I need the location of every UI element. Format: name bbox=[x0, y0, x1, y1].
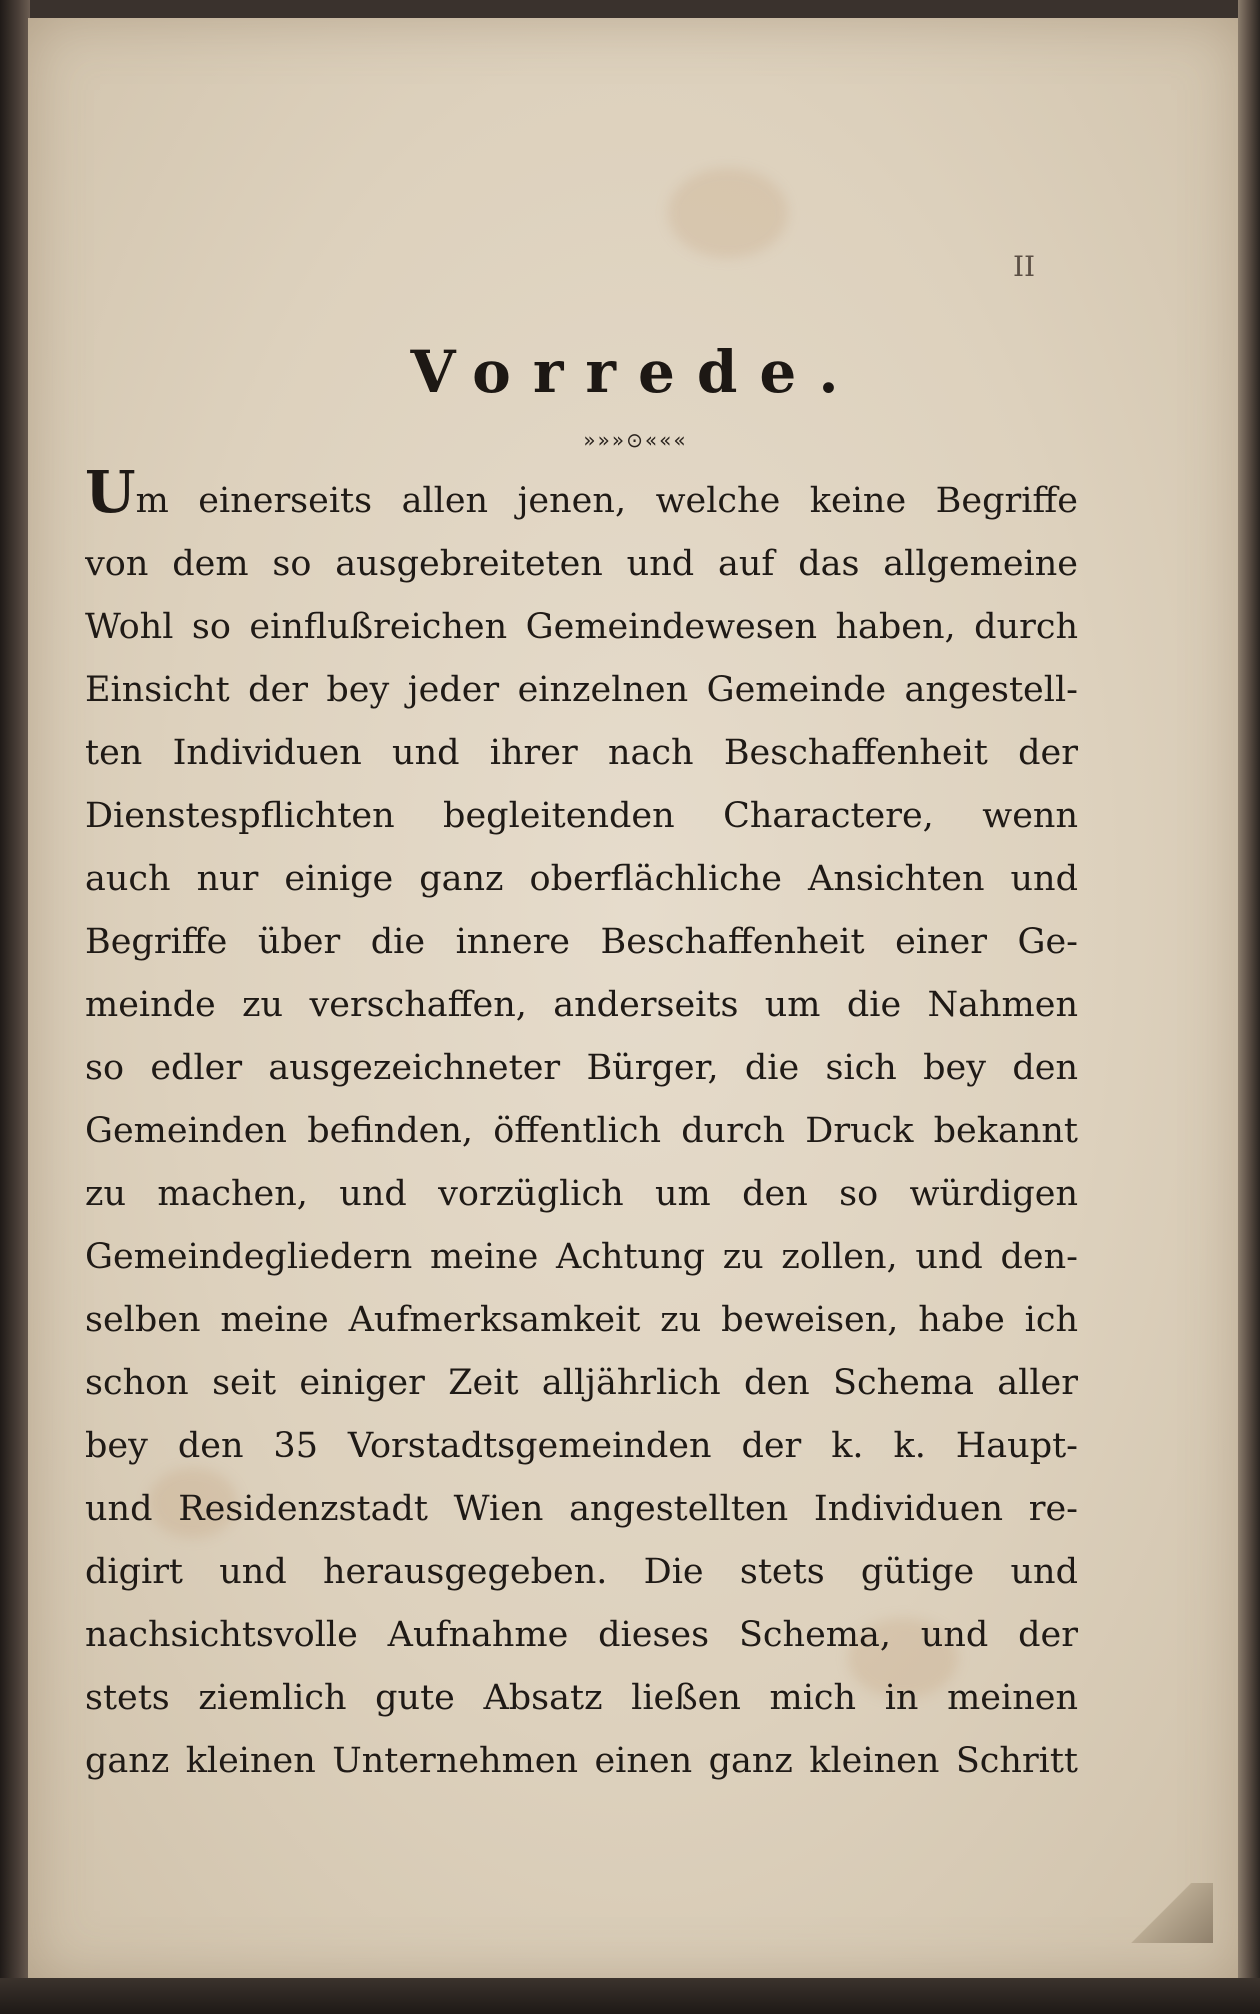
drop-cap: U bbox=[85, 470, 136, 526]
line-text: m einerseits allen jenen, welche keine Begriffe bbox=[135, 481, 1078, 521]
text-line bbox=[85, 470, 1078, 533]
preface-paragraph bbox=[85, 470, 1078, 1793]
text-line: und Residenzstadt Wien angestellten Individuen re- bbox=[85, 1489, 1078, 1529]
text-line: ten Individuen und ihrer nach Beschaffenheit der bbox=[85, 733, 1078, 773]
text-line: Einsicht der bey jeder einzelnen Gemeinde angestell- bbox=[85, 670, 1078, 710]
page-edge-bottom bbox=[0, 1978, 1260, 2014]
text-line: selben meine Aufmerksamkeit zu beweisen, habe ich bbox=[85, 1300, 1078, 1340]
text-line: zu machen, und vorzüglich um den so würdigen bbox=[85, 1174, 1078, 1214]
text-line: nachsichtsvolle Aufnahme dieses Schema, und der bbox=[85, 1615, 1078, 1655]
text-line: digirt und herausgegeben. Die stets gütige und bbox=[85, 1552, 1078, 1592]
ornament-divider: »»»⊙««« bbox=[583, 428, 688, 452]
text-line: bey den 35 Vorstadtsgemeinden der k. k. Haupt- bbox=[85, 1426, 1078, 1466]
book-binding bbox=[0, 0, 30, 2014]
text-line: Begriffe über die innere Beschaffenheit einer Ge- bbox=[85, 922, 1078, 962]
page-corner-curl bbox=[1123, 1883, 1213, 1943]
text-line: Gemeindegliedern meine Achtung zu zollen, und den- bbox=[85, 1237, 1078, 1277]
text-line: Dienstespflichten begleitenden Charactere, wenn bbox=[85, 796, 1078, 836]
text-line: stets ziemlich gute Absatz ließen mich in meinen bbox=[85, 1678, 1078, 1718]
text-line: so edler ausgezeichneter Bürger, die sich bey den bbox=[85, 1048, 1078, 1088]
page-number-mark: II bbox=[1013, 250, 1036, 283]
text-line: von dem so ausgebreiteten und auf das allgemeine bbox=[85, 544, 1078, 584]
text-line: Gemeinden befinden, öffentlich durch Druck bekannt bbox=[85, 1111, 1078, 1151]
text-line: Wohl so einflußreichen Gemeindewesen haben, durch bbox=[85, 607, 1078, 647]
text-line: auch nur einige ganz oberflächliche Ansichten und bbox=[85, 859, 1078, 899]
text-line: schon seit einiger Zeit alljährlich den Schema aller bbox=[85, 1363, 1078, 1403]
text-line: ganz kleinen Unternehmen einen ganz kleinen Schritt bbox=[85, 1741, 1078, 1781]
page-title: Vorrede. bbox=[410, 338, 861, 406]
text-line: meinde zu verschaffen, anderseits um die Nahmen bbox=[85, 985, 1078, 1025]
paper-stain bbox=[668, 168, 788, 258]
paper-page bbox=[28, 18, 1243, 1983]
page-edge-right bbox=[1238, 0, 1260, 2014]
